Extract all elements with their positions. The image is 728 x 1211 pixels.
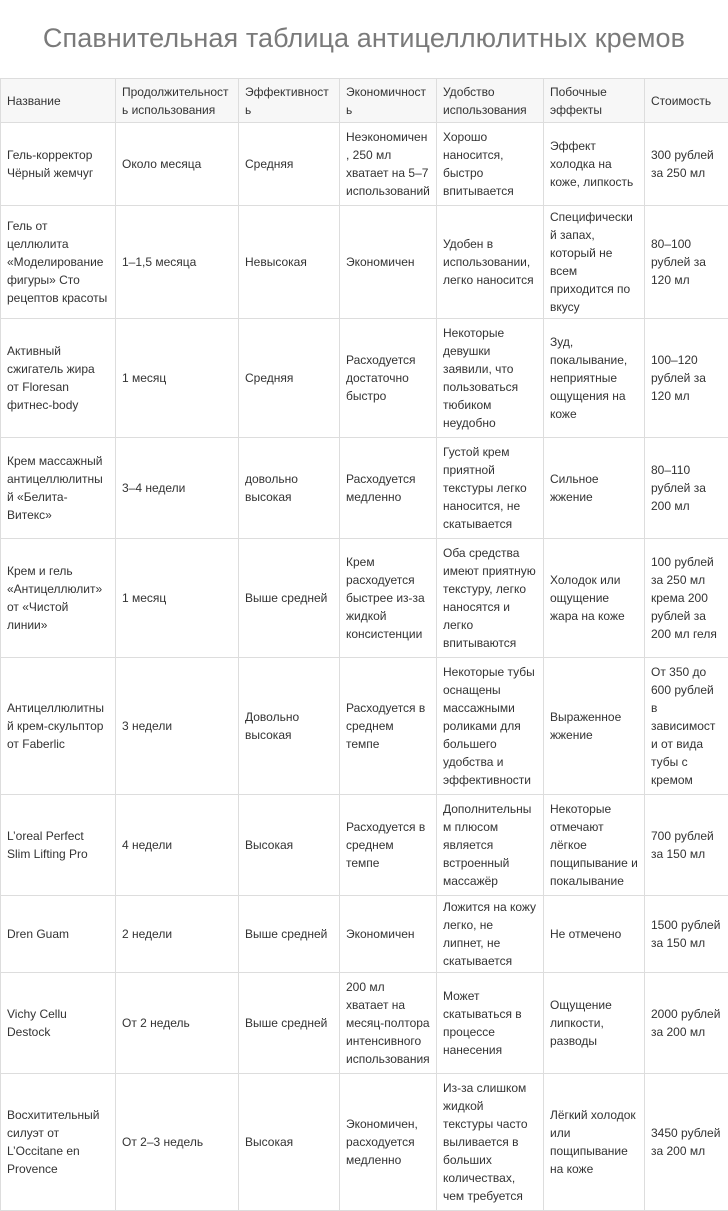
cell-effectiveness: Высокая: [239, 1074, 340, 1211]
cell-convenience: Может скатываться в процессе нанесения: [437, 973, 544, 1074]
header-economy: Экономичность: [340, 79, 437, 123]
cell-duration: От 2 недель: [116, 973, 239, 1074]
cell-price: 1500 рублей за 150 мл: [645, 896, 728, 973]
cell-economy: Расходуется в среднем темпе: [340, 795, 437, 896]
cell-price: 300 рублей за 250 мл: [645, 123, 728, 206]
cell-duration: 4 недели: [116, 795, 239, 896]
cell-side-effects: Холодок или ощущение жара на коже: [544, 539, 645, 658]
cell-name: Гель-корректор Чёрный жемчуг: [1, 123, 116, 206]
cell-duration: 2 недели: [116, 896, 239, 973]
cell-economy: Расходуется достаточно быстро: [340, 319, 437, 438]
cell-duration: От 2–3 недель: [116, 1074, 239, 1211]
cell-name: Активный сжигатель жира от Floresan фитнес-body: [1, 319, 116, 438]
cell-economy: Экономичен: [340, 896, 437, 973]
comparison-table: [0, 78, 728, 1211]
header-convenience: Удобство использования: [437, 79, 544, 123]
cell-name: Vichy Cellu Destock: [1, 973, 116, 1074]
cell-duration: 1 месяц: [116, 319, 239, 438]
cell-effectiveness: Невысокая: [239, 206, 340, 319]
cell-name: L’oreal Perfect Slim Lifting Pro: [1, 795, 116, 896]
table-row: [1, 658, 728, 795]
cell-economy: Крем расходуется быстрее из-за жидкой консистенции: [340, 539, 437, 658]
cell-side-effects: Ощущение липкости, разводы: [544, 973, 645, 1074]
header-side-effects: Побочные эффекты: [544, 79, 645, 123]
cell-convenience: Удобен в использовании, легко наносится: [437, 206, 544, 319]
table-row: [1, 206, 728, 319]
cell-name: Крем массажный антицеллюлитный «Белита-Витекс»: [1, 438, 116, 539]
cell-duration: 3–4 недели: [116, 438, 239, 539]
cell-economy: Неэкономичен, 250 мл хватает на 5–7 использований: [340, 123, 437, 206]
cell-duration: 3 недели: [116, 658, 239, 795]
header-name: Название: [1, 79, 116, 123]
cell-price: От 350 до 600 рублей в зависимости от вида тубы с кремом: [645, 658, 728, 795]
cell-economy: Экономичен, расходуется медленно: [340, 1074, 437, 1211]
cell-name: Dren Guam: [1, 896, 116, 973]
cell-price: 700 рублей за 150 мл: [645, 795, 728, 896]
table-row: [1, 973, 728, 1074]
cell-effectiveness: Довольно высокая: [239, 658, 340, 795]
comparison-table-container: [0, 78, 728, 1211]
cell-name: Гель от целлюлита «Моделирование фигуры» Сто рецептов красоты: [1, 206, 116, 319]
cell-name: Крем и гель «Антицеллюлит» от «Чистой линии»: [1, 539, 116, 658]
page-title: Спавнительная таблица антицеллюлитных кремов: [0, 16, 728, 60]
cell-convenience: Из-за слишком жидкой текстуры часто выливается в больших количествах, чем требуется: [437, 1074, 544, 1211]
cell-duration: 1–1,5 месяца: [116, 206, 239, 319]
header-effectiveness: Эффективность: [239, 79, 340, 123]
cell-convenience: Некоторые тубы оснащены массажными роликами для большего удобства и эффективности: [437, 658, 544, 795]
header-duration: Продолжительность использования: [116, 79, 239, 123]
table-row: [1, 896, 728, 973]
cell-effectiveness: Средняя: [239, 123, 340, 206]
cell-side-effects: Сильное жжение: [544, 438, 645, 539]
cell-side-effects: Зуд, покалывание, неприятные ощущения на коже: [544, 319, 645, 438]
header-price: Стоимость: [645, 79, 728, 123]
cell-convenience: Оба средства имеют приятную текстуру, легко наносятся и легко впитываются: [437, 539, 544, 658]
cell-effectiveness: Высокая: [239, 795, 340, 896]
cell-price: 80–100 рублей за 120 мл: [645, 206, 728, 319]
table-row: [1, 1074, 728, 1211]
cell-price: 2000 рублей за 200 мл: [645, 973, 728, 1074]
cell-side-effects: Не отмечено: [544, 896, 645, 973]
cell-effectiveness: довольно высокая: [239, 438, 340, 539]
cell-name: Антицеллюлитный крем-скульптор от Faberlic: [1, 658, 116, 795]
table-row: [1, 539, 728, 658]
cell-duration: 1 месяц: [116, 539, 239, 658]
cell-economy: 200 мл хватает на месяц-полтора интенсивного использования: [340, 973, 437, 1074]
cell-price: 100–120 рублей за 120 мл: [645, 319, 728, 438]
table-row: [1, 438, 728, 539]
cell-convenience: Густой крем приятной текстуры легко наносится, не скатывается: [437, 438, 544, 539]
cell-economy: Расходуется в среднем темпе: [340, 658, 437, 795]
cell-convenience: Хорошо наносится, быстро впитывается: [437, 123, 544, 206]
table-row: [1, 795, 728, 896]
cell-duration: Около месяца: [116, 123, 239, 206]
cell-side-effects: Выраженное жжение: [544, 658, 645, 795]
cell-convenience: Некоторые девушки заявили, что пользоваться тюбиком неудобно: [437, 319, 544, 438]
cell-price: 100 рублей за 250 мл крема 200 рублей за 200 мл геля: [645, 539, 728, 658]
cell-side-effects: Некоторые отмечают лёгкое пощипывание и покалывание: [544, 795, 645, 896]
cell-effectiveness: Выше средней: [239, 539, 340, 658]
cell-convenience: Дополнительным плюсом является встроенный массажёр: [437, 795, 544, 896]
cell-price: 3450 рублей за 200 мл: [645, 1074, 728, 1211]
table-row: [1, 319, 728, 438]
cell-effectiveness: Выше средней: [239, 896, 340, 973]
table-header-row: [1, 79, 728, 123]
cell-name: Восхитительный силуэт от L’Occitane en Provence: [1, 1074, 116, 1211]
cell-side-effects: Лёгкий холодок или пощипывание на коже: [544, 1074, 645, 1211]
table-row: [1, 123, 728, 206]
cell-effectiveness: Средняя: [239, 319, 340, 438]
cell-convenience: Ложится на кожу легко, не липнет, не скатывается: [437, 896, 544, 973]
cell-price: 80–110 рублей за 200 мл: [645, 438, 728, 539]
cell-side-effects: Специфический запах, который не всем приходится по вкусу: [544, 206, 645, 319]
cell-economy: Экономичен: [340, 206, 437, 319]
cell-side-effects: Эффект холодка на коже, липкость: [544, 123, 645, 206]
cell-effectiveness: Выше средней: [239, 973, 340, 1074]
cell-economy: Расходуется медленно: [340, 438, 437, 539]
